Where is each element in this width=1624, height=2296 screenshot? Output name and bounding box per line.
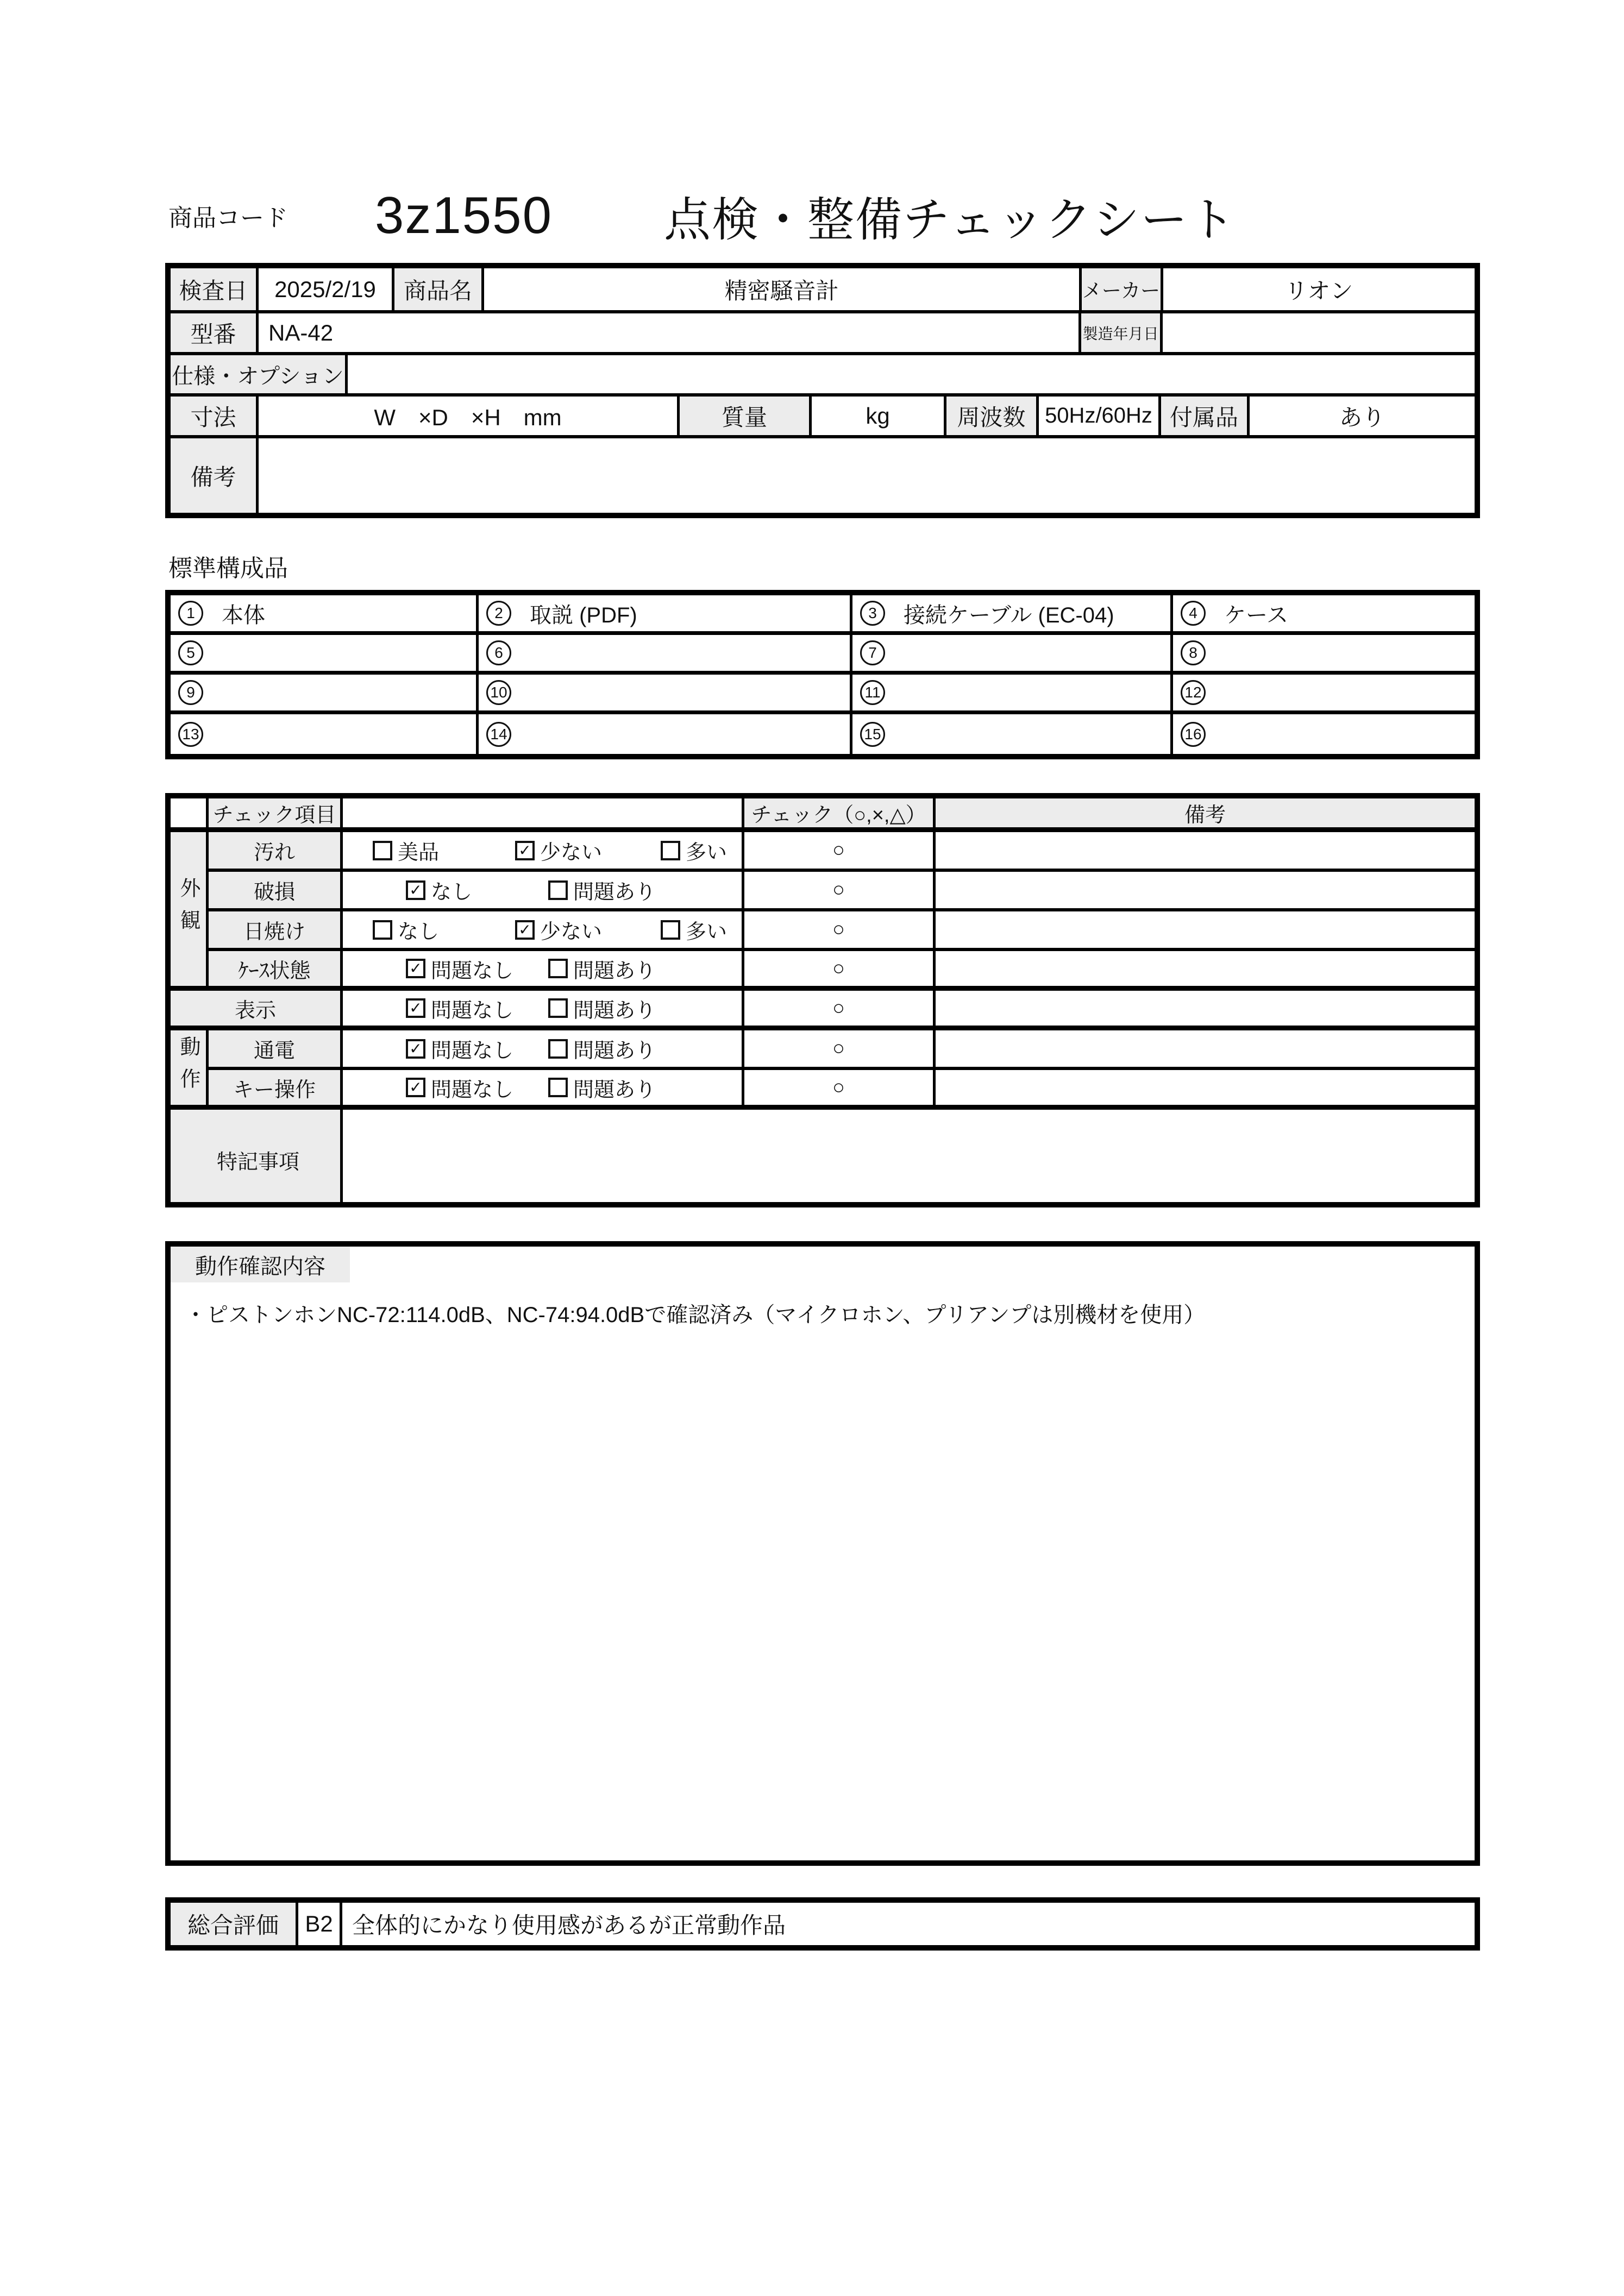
spec-option-label: 仕様・オプション (171, 355, 348, 393)
circled-number: 11 (860, 680, 885, 705)
checkbox[interactable] (548, 959, 568, 978)
remarks-label: 備考 (171, 438, 259, 513)
components-section-title: 標準構成品 (168, 555, 288, 582)
checkbox-label: なし (431, 881, 473, 904)
check-row-label: キー操作 (209, 1070, 343, 1110)
check-header-item: チェック項目 (209, 798, 343, 832)
circled-number: 15 (860, 722, 885, 747)
check-result: ○ (744, 991, 936, 1030)
checkbox-label: 少ない (540, 921, 602, 943)
check-row-label-display: 表示 (171, 991, 343, 1030)
component-item (171, 675, 479, 714)
check-result: ○ (744, 872, 936, 911)
component-item (1173, 675, 1475, 714)
checkbox-label: 問題なし (431, 1040, 514, 1062)
circled-number: 14 (486, 722, 511, 747)
check-result: ○ (744, 1070, 936, 1110)
circled-number: 3 (860, 601, 885, 626)
component-item (171, 714, 479, 754)
mfg-date-label: 製造年月日 (1081, 313, 1163, 352)
checkbox[interactable] (406, 880, 425, 900)
components-table (165, 590, 1480, 759)
checkbox[interactable] (548, 1078, 568, 1097)
maker-value: リオン (1284, 278, 1353, 304)
check-result: ○ (744, 1030, 936, 1070)
special-notes-value (343, 1110, 1475, 1202)
check-remarks (936, 951, 1475, 991)
inspection-check-table (165, 793, 1480, 1207)
inspection-date-label: 検査日 (171, 268, 259, 310)
overall-rating-comment: 全体的にかなり使用感があるが正常動作品 (352, 1913, 786, 1938)
component-label: ケース (1224, 603, 1288, 627)
checkbox-label: 問題なし (431, 1078, 514, 1102)
remarks-value (259, 438, 1475, 513)
check-result: ○ (744, 832, 936, 872)
component-item (1173, 635, 1475, 675)
checkbox[interactable] (406, 959, 425, 978)
check-row-label: 日焼け (209, 911, 343, 951)
check-row-label: ｹｰｽ状態 (209, 951, 343, 991)
checkbox-label: 少ない (540, 841, 602, 864)
checkbox[interactable] (661, 920, 680, 940)
check-remarks (936, 872, 1475, 911)
overall-rating-table (165, 1897, 1480, 1951)
circled-number: 16 (1181, 722, 1206, 747)
check-row-options (343, 1070, 744, 1110)
special-notes-label: 特記事項 (171, 1110, 343, 1202)
group-label-operation: 動作 (171, 1030, 209, 1110)
component-item (852, 635, 1173, 675)
checkbox[interactable] (661, 841, 680, 860)
circled-number: 12 (1181, 680, 1206, 705)
product-code-label: 商品コード (168, 205, 288, 231)
product-name-value: 精密騒音計 (484, 268, 1082, 310)
checkbox-label: 多い (685, 841, 727, 864)
component-label: 本体 (222, 603, 265, 627)
dimensions-value: W ×D ×H mm (259, 397, 680, 435)
component-label: 接続ケーブル (EC-04) (904, 603, 1114, 627)
check-remarks (936, 1070, 1475, 1110)
page-header (165, 184, 1480, 248)
component-item (852, 675, 1173, 714)
operation-check-content: ・ピストンホンNC-72:114.0dB、NC-74:94.0dBで確認済み（マイクロホン、プリアンプは別機材を使用） (185, 1303, 1206, 1327)
inspection-date-value: 2025/2/19 (259, 268, 394, 310)
checkbox-label: 問題あり (573, 1040, 656, 1062)
weight-label: 質量 (680, 397, 812, 435)
checkbox-label: 問題あり (573, 999, 656, 1022)
check-result: ○ (744, 951, 936, 991)
checkbox-label: 問題あり (573, 1078, 656, 1102)
check-remarks (936, 991, 1475, 1030)
component-item (852, 595, 1173, 635)
component-item (479, 714, 852, 754)
checkbox[interactable] (406, 998, 425, 1018)
mfg-date-value (1163, 313, 1475, 352)
overall-rating-row (171, 1903, 1475, 1945)
component-item (479, 595, 852, 635)
info-row-remarks (171, 435, 1475, 513)
product-code-value: 3z1550 (375, 186, 553, 244)
info-row-date (171, 268, 1475, 310)
check-row-label: 汚れ (209, 832, 343, 872)
circled-number: 1 (178, 601, 203, 626)
accessories-value: あり (1339, 404, 1385, 430)
circled-number: 13 (178, 722, 203, 747)
checkbox[interactable] (515, 920, 535, 940)
check-row-options (343, 832, 744, 872)
product-name-label: 商品名 (394, 268, 484, 310)
component-item (479, 675, 852, 714)
product-info-table (165, 263, 1480, 518)
group-label-appearance: 外観 (171, 832, 209, 991)
component-item (171, 595, 479, 635)
checkbox-label: 問題あり (573, 959, 656, 983)
checkbox[interactable] (373, 841, 392, 860)
check-row-options (343, 1030, 744, 1070)
check-header-mark: チェック（○,×,△） (744, 798, 936, 832)
checkbox[interactable] (548, 998, 568, 1018)
check-row-label: 通電 (209, 1030, 343, 1070)
checkbox-label: なし (397, 921, 439, 943)
checkbox-label: 問題なし (431, 999, 514, 1022)
info-row-model (171, 310, 1475, 352)
operation-check-box (165, 1241, 1480, 1866)
check-header-remarks: 備考 (936, 798, 1475, 832)
checkbox-label: 問題あり (573, 881, 656, 904)
info-row-dimensions (171, 393, 1475, 435)
frequency-value: 50Hz/60Hz (1039, 397, 1161, 435)
component-item (1173, 714, 1475, 754)
overall-rating-label: 総合評価 (171, 1903, 298, 1945)
check-row-options (343, 872, 744, 911)
frequency-label: 周波数 (946, 397, 1039, 435)
overall-rating-grade: B2 (298, 1903, 342, 1945)
checkbox[interactable] (373, 920, 392, 940)
page-title: 点検・整備チェックシート (663, 194, 1237, 246)
checkbox[interactable] (548, 880, 568, 900)
accessories-label: 付属品 (1161, 397, 1250, 435)
circled-number: 8 (1181, 640, 1206, 665)
circled-number: 6 (486, 640, 511, 665)
component-item (171, 635, 479, 675)
circled-number: 7 (860, 640, 885, 665)
check-row-options (343, 991, 744, 1030)
checkbox-label: 美品 (397, 841, 439, 864)
check-row-label: 破損 (209, 872, 343, 911)
circled-number: 9 (178, 680, 203, 705)
circled-number: 4 (1181, 601, 1206, 626)
maker-label: メーカー (1082, 268, 1163, 310)
operation-check-label: 動作確認内容 (171, 1247, 350, 1282)
check-header-spacer (171, 798, 209, 832)
component-item (1173, 595, 1475, 635)
checkbox[interactable] (515, 841, 535, 860)
check-result: ○ (744, 911, 936, 951)
checkbox-label: 多い (685, 921, 727, 943)
checkbox[interactable] (548, 1039, 568, 1059)
checkbox[interactable] (406, 1078, 425, 1097)
info-row-spec (171, 352, 1475, 393)
circled-number: 5 (178, 640, 203, 665)
circled-number: 2 (486, 601, 511, 626)
dimensions-label: 寸法 (171, 397, 259, 435)
check-row-options (343, 911, 744, 951)
check-header-options (343, 798, 744, 832)
check-remarks (936, 1030, 1475, 1070)
check-row-options (343, 951, 744, 991)
component-label: 取説 (PDF) (530, 603, 637, 627)
model-label: 型番 (171, 313, 259, 352)
model-value: NA-42 (259, 313, 1081, 352)
component-item (479, 635, 852, 675)
component-item (852, 714, 1173, 754)
checkbox[interactable] (406, 1039, 425, 1059)
spec-option-value (348, 355, 1475, 393)
checkbox-label: 問題なし (431, 959, 514, 983)
check-remarks (936, 832, 1475, 872)
check-remarks (936, 911, 1475, 951)
circled-number: 10 (486, 680, 511, 705)
weight-value: kg (812, 397, 946, 435)
